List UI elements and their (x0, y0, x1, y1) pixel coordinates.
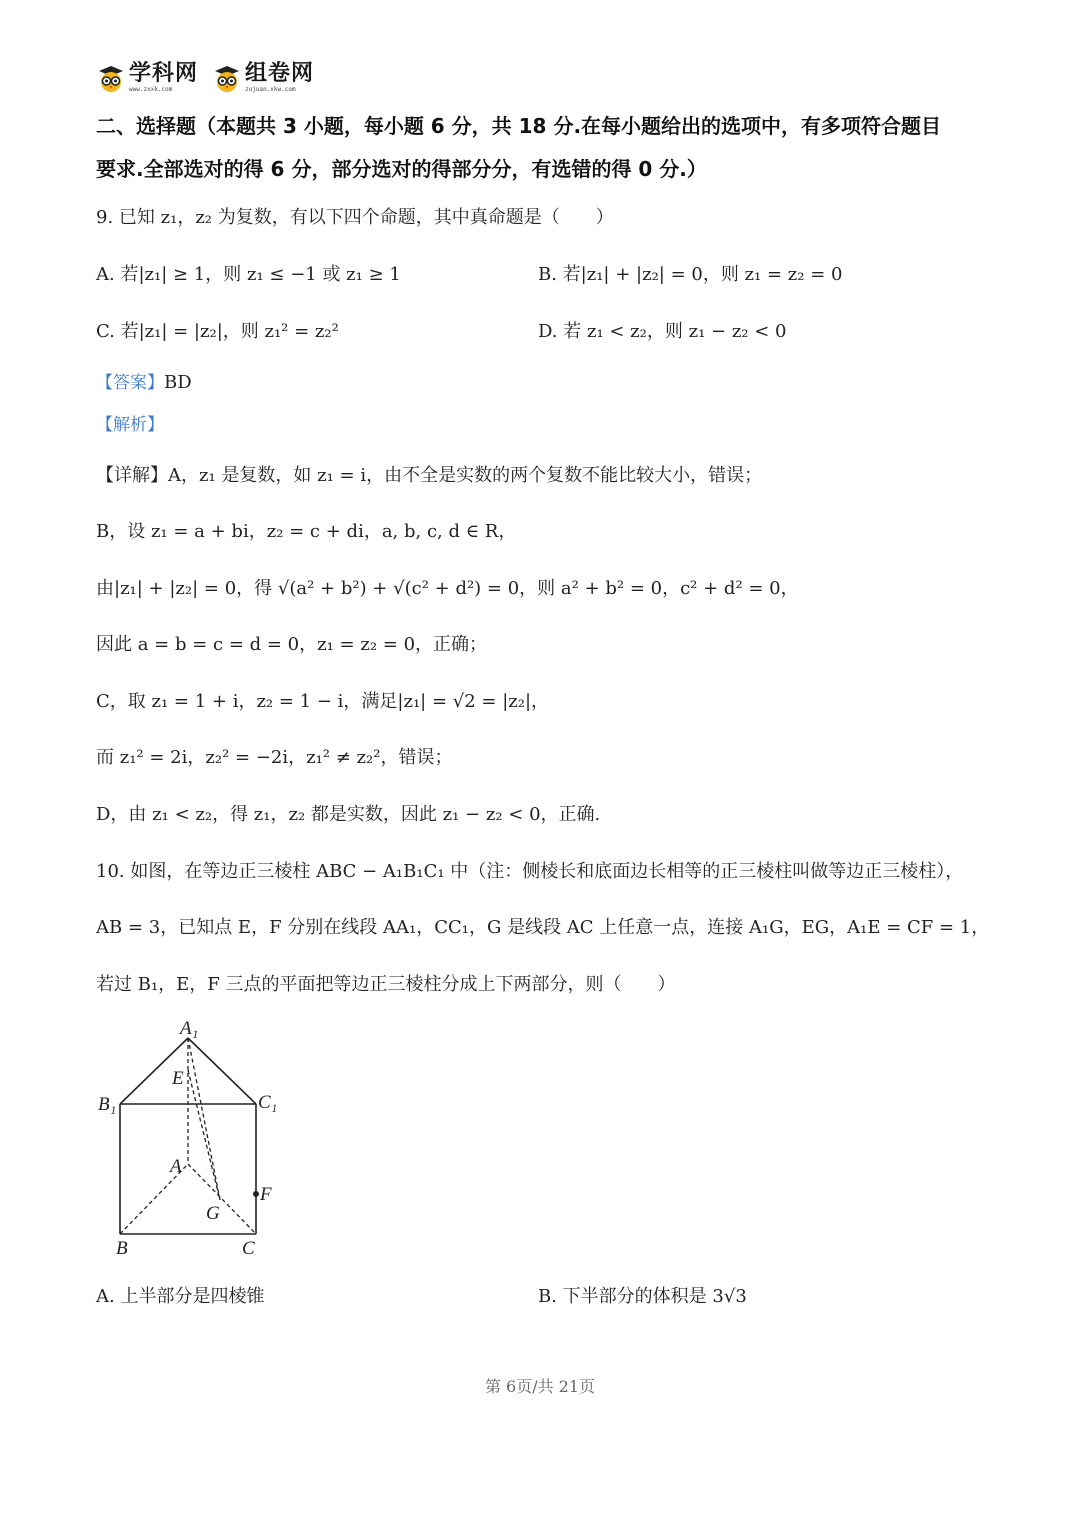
logo-zujuan (212, 63, 314, 93)
q9-option-d: D. 若 z₁ < z₂，则 z₁ − z₂ < 0 (538, 321, 787, 342)
page-number: 第 6页/共 21页 (484, 1377, 596, 1396)
q9-detail-line: 由|z₁| + |z₂| = 0，得 √(a² + b²) + √(c² + d²) = 0，则 a² + b² = 0，c² + d² = 0， (96, 578, 799, 599)
logo-xueke (96, 63, 198, 93)
label-b1: B₁ (98, 1094, 117, 1115)
owl-logo-icon (212, 63, 242, 93)
header-logos (96, 58, 314, 98)
label-c: C (242, 1238, 255, 1259)
prism-figure (90, 1012, 290, 1262)
q9-detail-line: C，取 z₁ = 1 + i，z₂ = 1 − i，满足|z₁| = √2 = |z₂|， (96, 691, 550, 712)
point-f (253, 1191, 259, 1197)
q9-option-c: C. 若|z₁| = |z₂|，则 z₁² = z₂² (96, 321, 339, 342)
logo-xueke-name: 学科网 (129, 61, 199, 86)
q9-option-b: B. 若|z₁| + |z₂| = 0，则 z₁ = z₂ = 0 (538, 264, 843, 285)
logo-xueke-url: www.zxxk.com (129, 86, 173, 93)
answer-label: 【答案】 (96, 373, 164, 393)
section-heading-line2: 要求.全部选对的得 6 分，部分选对的得部分分，有选错的得 0 分.） (96, 157, 707, 181)
q9-detail-line: B，设 z₁ = a + bi，z₂ = c + di，a, b, c, d ∈ R， (96, 521, 517, 542)
label-a1: A₁ (180, 1018, 199, 1039)
segment-a1-g (188, 1038, 220, 1200)
answer-value: BD (164, 372, 192, 393)
label-a: A (170, 1156, 182, 1177)
edge-a-c (188, 1164, 256, 1234)
q9-option-a: A. 若|z₁| ≥ 1，则 z₁ ≤ −1 或 z₁ ≥ 1 (96, 264, 401, 285)
q9-detail-line: 【详解】A，z₁ 是复数，如 z₁ = i，由不全是实数的两个复数不能比较大小，错误； (96, 465, 763, 486)
q10-option-b: B. 下半部分的体积是 3√3 (538, 1286, 747, 1307)
owl-logo-icon (96, 63, 126, 93)
label-g: G (206, 1203, 220, 1224)
logo-zujuan-name: 组卷网 (245, 61, 315, 86)
q9-answer (96, 368, 192, 393)
q10-option-a: A. 上半部分是四棱锥 (96, 1286, 265, 1307)
logo-zujuan-url: zujuan.xkw.com (245, 86, 296, 93)
q9-detail-line: 因此 a = b = c = d = 0，z₁ = z₂ = 0，正确； (96, 634, 488, 655)
q10-stem-line3: 若过 B₁，E，F 三点的平面把等边正三棱柱分成上下两部分，则（ ） (96, 974, 676, 995)
q9-stem: 9. 已知 z₁，z₂ 为复数，有以下四个命题，其中真命题是（ ） (96, 207, 614, 228)
q9-detail-line: D，由 z₁ < z₂，得 z₁，z₂ 都是实数，因此 z₁ − z₂ < 0，正确. (96, 804, 601, 825)
q10-stem-line1: 10. 如图，在等边正三棱柱 ABC − A₁B₁C₁ 中（注：侧棱长和底面边长相等的正三棱柱叫做等边正三棱柱）， (96, 861, 964, 882)
q10-stem-line2: AB = 3，已知点 E，F 分别在线段 AA₁，CC₁，G 是线段 AC 上任意一点，连接 A₁G，EG，A₁E = CF = 1， (96, 917, 990, 938)
label-b: B (116, 1238, 128, 1259)
label-c1: C₁ (258, 1092, 278, 1113)
section-heading-line1: 二、选择题（本题共 3 小题，每小题 6 分，共 18 分.在每小题给出的选项中，有多项符合题目 (96, 114, 942, 138)
edge-a1-c1 (188, 1038, 256, 1104)
q9-detail-line: 而 z₁² = 2i，z₂² = −2i，z₁² ≠ z₂²，错误； (96, 747, 453, 768)
label-f: F (260, 1184, 272, 1205)
q9-analysis-label (96, 410, 164, 435)
label-e: E (172, 1068, 184, 1089)
analysis-label: 【解析】 (96, 415, 164, 435)
